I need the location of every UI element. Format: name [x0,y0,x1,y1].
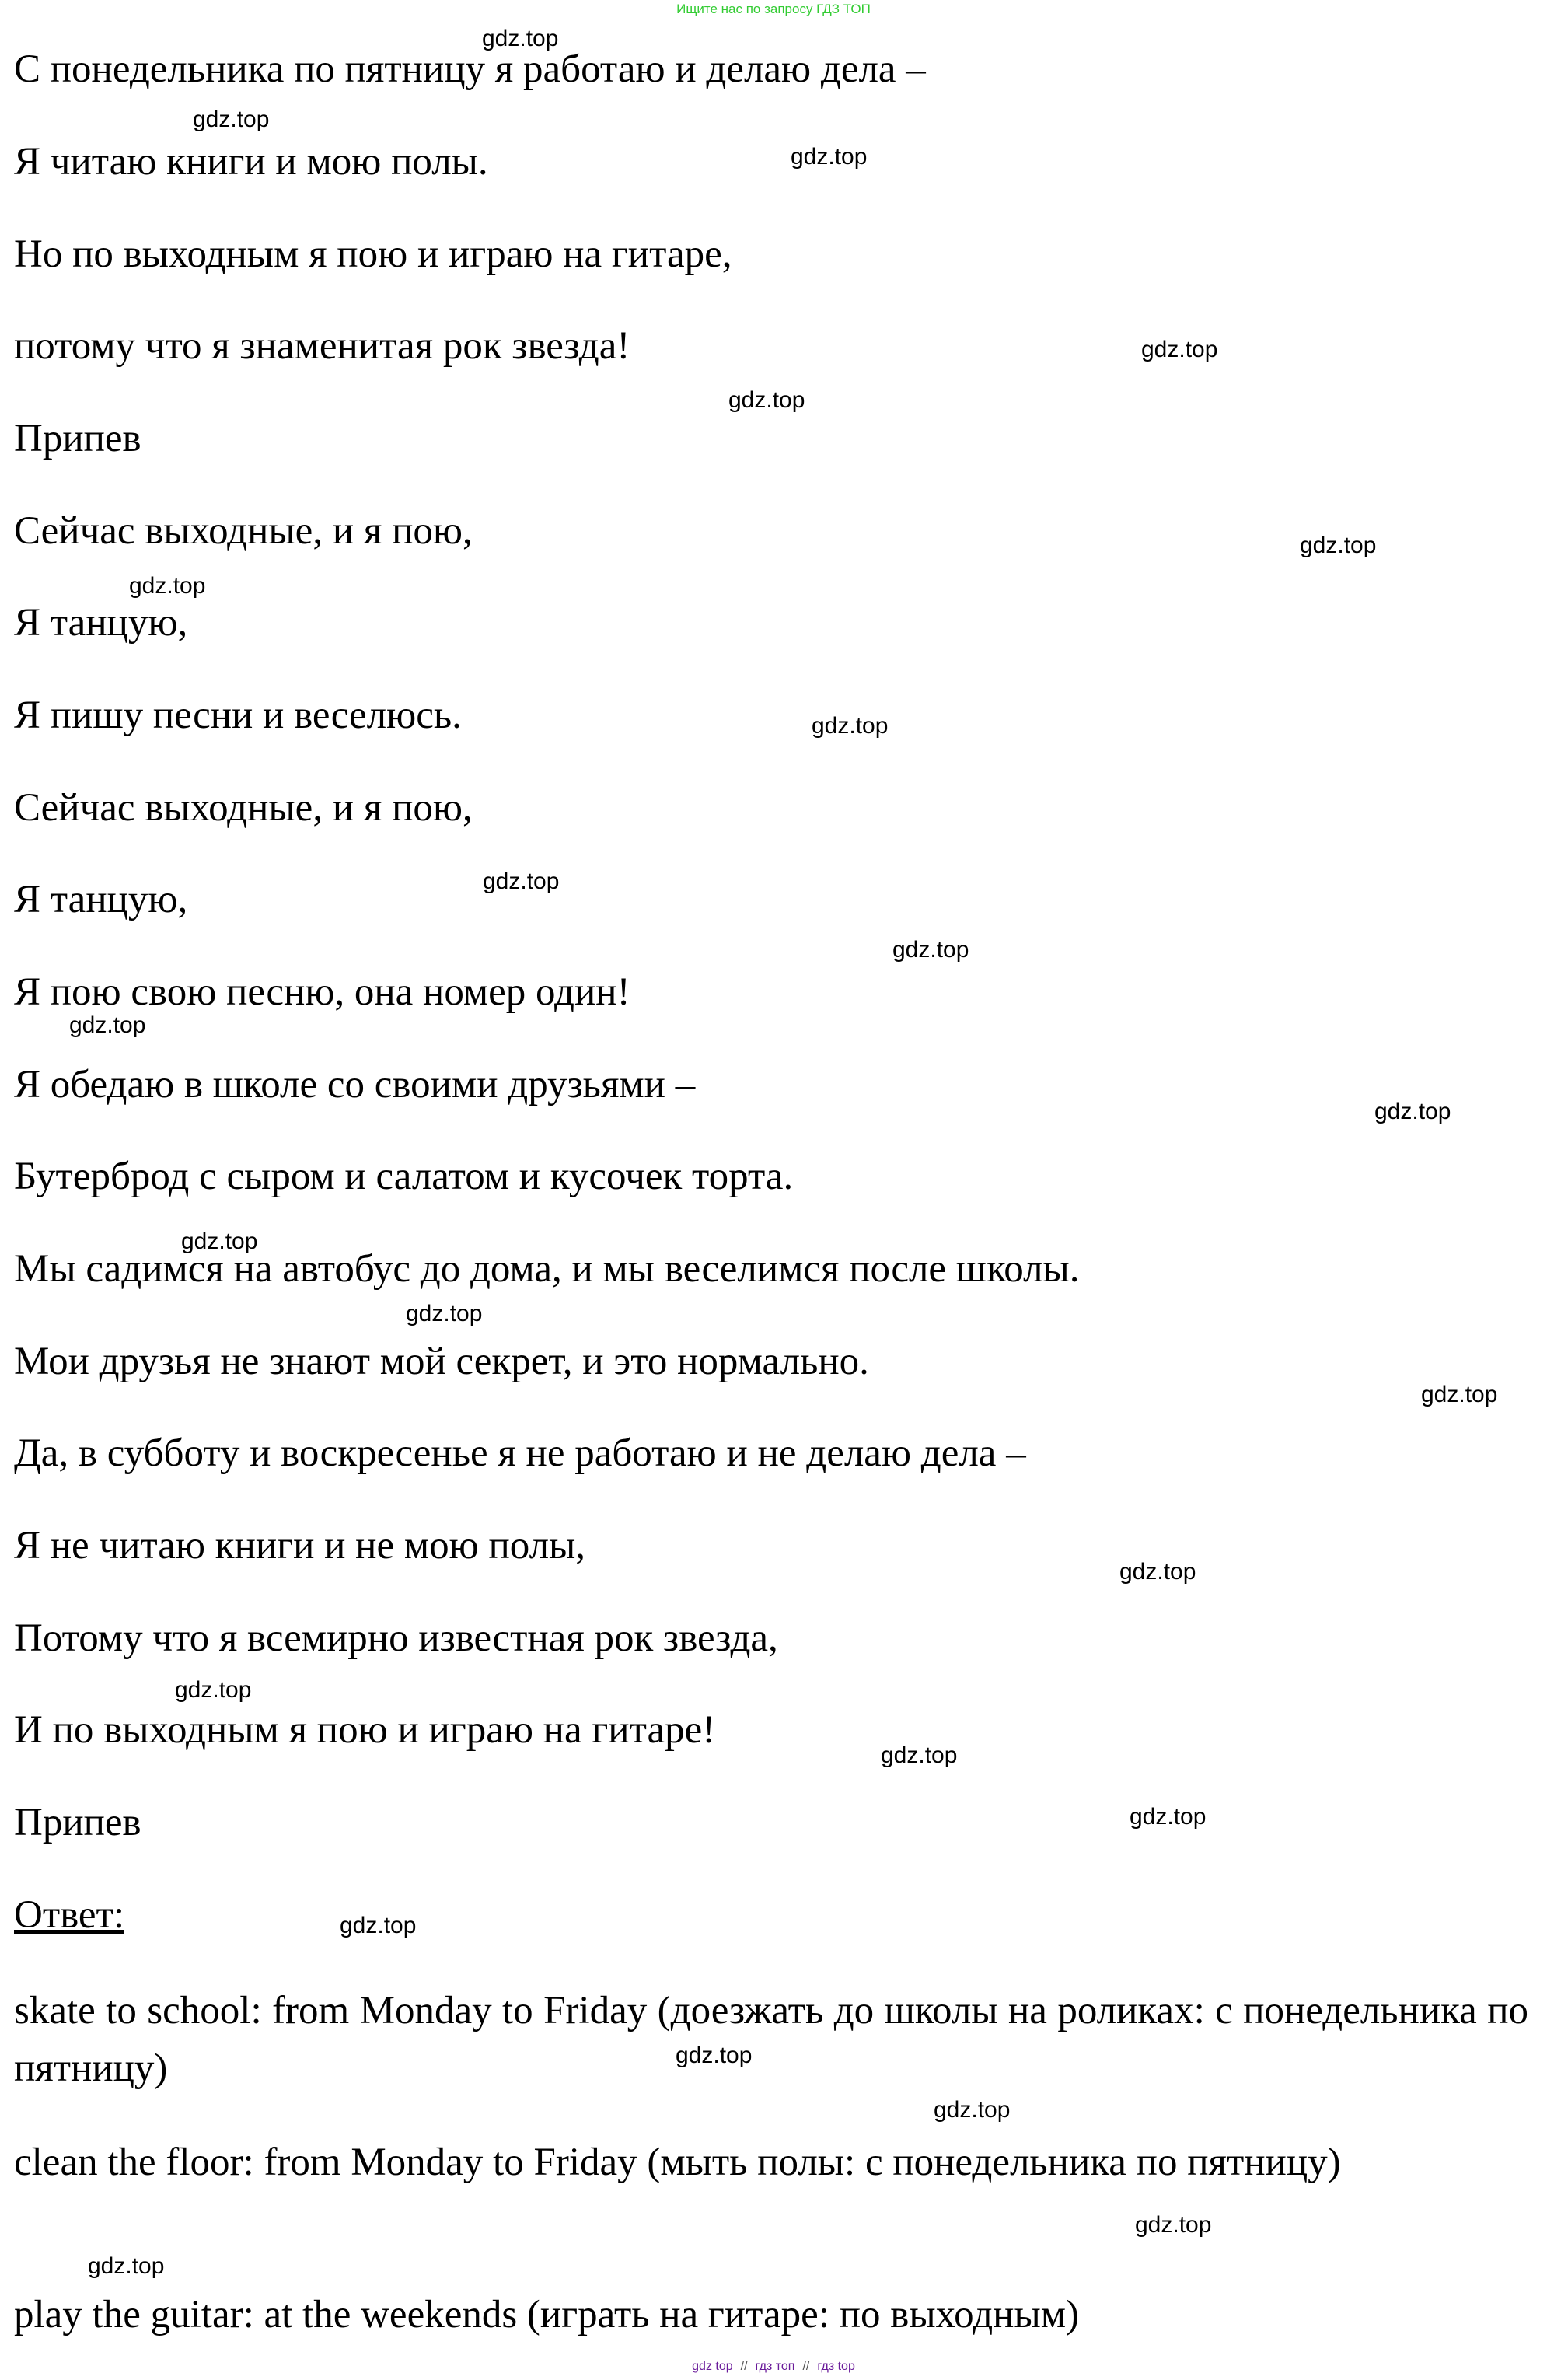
watermark: gdz.top [881,1742,958,1768]
lyric-line-7: Я танцую, [14,601,188,645]
lyric-line-11: Я пою свою песню, она номер один! [14,970,630,1014]
watermark: gdz.top [1130,1804,1207,1830]
footer-link-1[interactable]: gdz top [692,2360,733,2373]
lyric-line-14: Мы садимся на автобус до дома, и мы веселимся после школы. [14,1247,1080,1291]
watermark: gdz.top [791,144,868,170]
chorus-label-1: Припев [14,417,141,460]
watermark: gdz.top [1300,533,1377,558]
footer-links [0,2359,1547,2375]
watermark: gdz.top [88,2253,165,2279]
answer-item-3: play the guitar: at the weekends (играть на гитаре: по выходным) [14,2293,1079,2336]
watermark: gdz.top [1135,2212,1212,2238]
answer-label: Ответ: [14,1893,124,1937]
chorus-label-2: Припев [14,1801,141,1844]
footer-separator: // [802,2360,810,2373]
footer-link-3[interactable]: гдз top [817,2360,855,2373]
lyric-line-3: Но по выходным я пою и играю на гитаре, [14,232,732,276]
top-banner[interactable]: Ищите нас по запросу ГДЗ ТОП [676,2,871,16]
watermark: gdz.top [1421,1382,1498,1407]
watermark: gdz.top [340,1913,417,1938]
watermark: gdz.top [129,573,206,599]
answer-item-2: clean the floor: from Monday to Friday (мыть полы: с понедельника по пятницу) [14,2141,1341,2184]
lyric-line-19: И по выходным я пою и играю на гитаре! [14,1708,716,1752]
watermark: gdz.top [934,2097,1011,2123]
lyric-line-4: потому что я знаменитая рок звезда! [14,324,630,368]
lyric-line-6: Сейчас выходные, и я пою, [14,509,473,553]
lyric-line-13: Бутерброд с сыром и салатом и кусочек торта. [14,1155,794,1198]
watermark: gdz.top [1119,1559,1196,1585]
watermark: gdz.top [812,713,889,739]
lyric-line-17: Я не читаю книги и не мою полы, [14,1524,586,1567]
watermark: gdz.top [892,937,969,963]
footer-link-2[interactable]: гдз топ [755,2360,795,2373]
watermark: gdz.top [193,107,270,132]
watermark: gdz.top [406,1301,483,1326]
lyric-line-18: Потому что я всемирно известная рок звезда, [14,1616,778,1660]
lyric-line-9: Сейчас выходные, и я пою, [14,786,473,830]
footer-separator: // [740,2360,748,2373]
watermark: gdz.top [1374,1099,1451,1124]
watermark: gdz.top [483,868,560,894]
watermark: gdz.top [482,26,559,51]
lyric-line-1: С понедельника по пятницу я работаю и делаю дела – [14,47,926,91]
lyric-line-10: Я танцую, [14,878,188,921]
watermark: gdz.top [1141,337,1218,362]
lyric-line-16: Да, в субботу и воскресенье я не работаю и не делаю дела – [14,1431,1026,1475]
lyric-line-12: Я обедаю в школе со своими друзьями – [14,1063,696,1106]
lyric-line-2: Я читаю книги и мою полы. [14,140,488,183]
lyric-line-15: Мои друзья не знают мой секрет, и это нормально. [14,1340,869,1383]
watermark: gdz.top [175,1677,252,1703]
watermark: gdz.top [728,387,805,413]
lyric-line-8: Я пишу песни и веселюсь. [14,694,462,737]
watermark: gdz.top [181,1228,258,1254]
watermark: gdz.top [69,1012,146,1038]
watermark: gdz.top [676,2043,753,2068]
answer-item-1: skate to school: from Monday to Friday (доезжать до школы на роликах: с понедельника по пятницу) [14,1989,1528,2090]
